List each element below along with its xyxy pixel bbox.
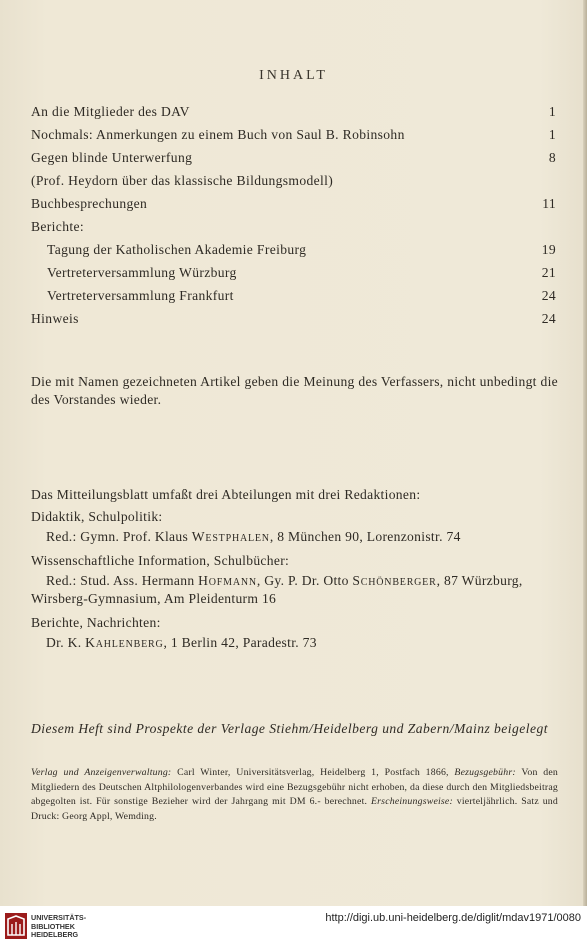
toc-entry-page: 8 (548, 150, 556, 165)
page-spine-shadow (583, 0, 587, 948)
toc-entry (31, 146, 556, 169)
toc-entry (31, 284, 556, 307)
toc-entry-title: Buchbesprechungen (31, 196, 148, 211)
insert-notice: Diesem Heft sind Prospekte der Verlage Stiehm/Heidelberg und Zabern/Mainz beigelegt (31, 721, 548, 736)
library-logo-icon (5, 913, 27, 939)
library-name: UNIVERSITÄTS- BIBLIOTHEK HEIDELBERG (31, 913, 87, 940)
toc-entry-page: 24 (541, 288, 556, 303)
berichte-heading: Berichte, Nachrichten: (31, 615, 161, 630)
toc-entry (31, 192, 556, 215)
toc-entry-title: (Prof. Heydorn über das klassische Bildungsmodell) (31, 173, 334, 188)
toc-entry-title: Vertreterversammlung Würzburg (47, 265, 237, 280)
editorial-info (31, 484, 558, 652)
didaktik-heading: Didaktik, Schulpolitik: (31, 509, 163, 524)
wiss-editor-address: Wirsberg-Gymnasium, Am Pleidenturm 16 (31, 591, 277, 606)
toc-entry-title: Berichte: (31, 219, 84, 234)
berichte-editor: Dr. K. Kahlenberg, 1 Berlin 42, Paradestr. 73 (46, 635, 317, 650)
toc-entry-page: 11 (542, 196, 556, 211)
toc-entry-title: Nochmals: Anmerkungen zu einem Buch von Saul B. Robinsohn (31, 127, 405, 142)
toc-entry-page: 21 (541, 265, 556, 280)
wiss-heading: Wissenschaftliche Information, Schulbücher: (31, 553, 290, 568)
toc-entry-page: 1 (548, 104, 556, 119)
toc-entry (31, 307, 556, 330)
toc-entry (31, 100, 556, 123)
toc-entry (31, 169, 556, 192)
toc-entry-title: Vertreterversammlung Frankfurt (47, 288, 234, 303)
disclaimer-note: Die mit Namen gezeichneten Artikel geben die Meinung des Verfassers, nicht unbedingt die des Vorstandes wieder. (31, 374, 558, 407)
library-footer (0, 906, 587, 948)
toc-entry-page: 19 (541, 242, 556, 257)
toc-entry-title: Gegen blinde Unterwerfung (31, 150, 193, 165)
wiss-editor: Red.: Stud. Ass. Hermann Hofmann, Gy. P. Dr. Otto Schönberger, 87 Würzburg, (46, 573, 523, 588)
verlag-label: Verlag und Anzeigenverwaltung: (31, 767, 172, 778)
toc-entry (31, 261, 556, 284)
toc-entry (31, 123, 556, 146)
toc-entry-title: Hinweis (31, 311, 79, 326)
source-url-link[interactable]: http://digi.ub.uni-heidelberg.de/diglit/mdav1971/0080 (325, 912, 581, 924)
toc-entry-page: 1 (548, 127, 556, 142)
toc-entry-title: Tagung der Katholischen Akademie Freiburg (47, 242, 307, 257)
colophon: Verlag und Anzeigenverwaltung: Carl Winter, Universitätsverlag, Heidelberg 1, Postfach 1866, Bezugsgebühr: Von den Mitgliedern des Deutschen Altphilologenverbandes wird eine Bezugsgebühr nicht erhoben, da diese durch den Mitgliedsbeitrag abgegolten ist. Für sonstige Bezieher wird der Jahrgang mit DM 6.- berechnet. Erscheinungsweise: vierteljährlich. Satz und Druck: Georg Appl, Wemding. (31, 767, 559, 822)
toc-entry-page: 24 (541, 311, 556, 326)
toc-entry-title: An die Mitglieder des DAV (31, 104, 190, 119)
didaktik-editor: Red.: Gymn. Prof. Klaus Westphalen, 8 München 90, Lorenzonistr. 74 (46, 529, 461, 544)
table-of-contents (31, 100, 556, 330)
bezug-label: Bezugsgebühr: (454, 767, 516, 778)
toc-entry (31, 215, 556, 238)
editorial-intro: Das Mitteilungsblatt umfaßt drei Abteilungen mit drei Redaktionen: (31, 487, 421, 502)
toc-entry (31, 238, 556, 261)
erschein-label: Erscheinungsweise: (370, 796, 453, 807)
page-title: INHALT (259, 68, 328, 83)
